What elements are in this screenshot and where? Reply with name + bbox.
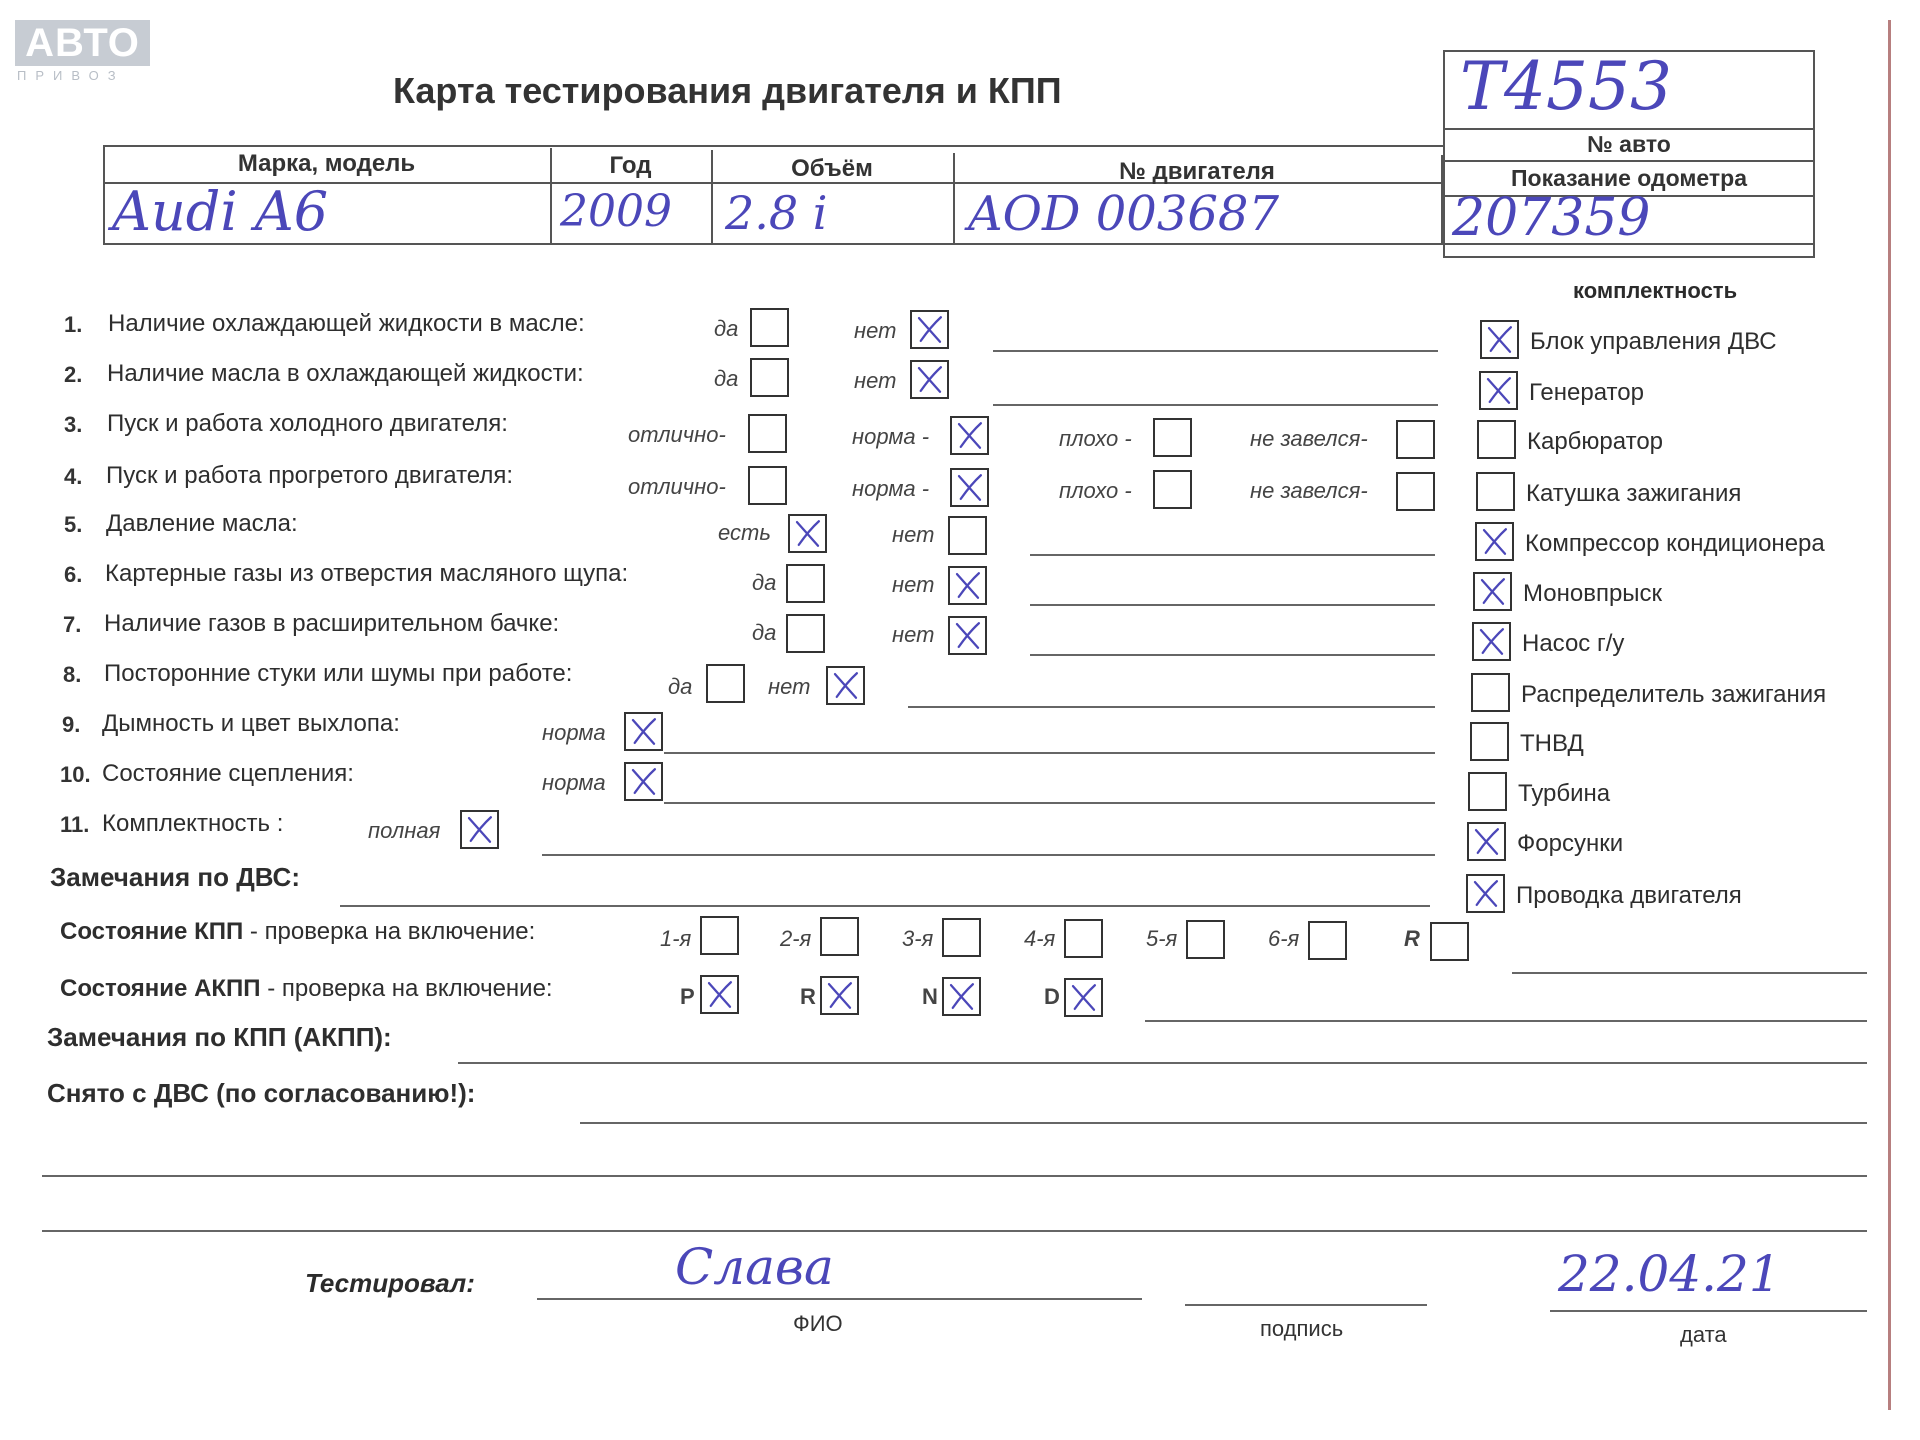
divider — [1443, 128, 1815, 130]
option-2-checkbox[interactable] — [948, 566, 987, 605]
completeness-item-label: Распределитель зажигания — [1521, 681, 1827, 708]
option-no-checkbox[interactable] — [910, 360, 949, 399]
gear-checkbox[interactable] — [1064, 919, 1103, 958]
option-label: нет — [892, 522, 935, 547]
gear-label: 2-я — [780, 926, 812, 951]
option-label: да — [668, 674, 693, 699]
question-text: Картерные газы из отверстия масляного щупа: — [105, 560, 629, 587]
col-header-make: Марка, модель — [237, 150, 416, 177]
question-text: Комплектность : — [102, 810, 284, 837]
question-number: 8. — [63, 662, 82, 687]
blank-line[interactable] — [42, 1230, 1867, 1232]
option-1-checkbox[interactable] — [788, 514, 827, 553]
completeness-item-label: Проводка двигателя — [1516, 882, 1742, 909]
question-number: 2. — [64, 362, 83, 387]
option-excellent-checkbox[interactable] — [748, 466, 787, 505]
note-line[interactable] — [664, 752, 1435, 754]
gear-checkbox[interactable] — [1430, 922, 1469, 961]
option-label: полная — [368, 818, 441, 843]
option-1-checkbox[interactable] — [786, 564, 825, 603]
mode-checkbox[interactable] — [1064, 978, 1103, 1017]
year-value: 2009 — [560, 186, 672, 237]
removed-label: Снято с ДВС (по согласованию!): — [47, 1078, 476, 1108]
option-label: да — [714, 366, 739, 391]
option-label: не завелся- — [1250, 478, 1368, 503]
option-label: не завелся- — [1250, 426, 1368, 451]
option-2-checkbox[interactable] — [948, 616, 987, 655]
option-label: норма - — [852, 476, 930, 501]
completeness-checkbox[interactable] — [1477, 420, 1516, 459]
option-no-checkbox[interactable] — [826, 666, 865, 705]
option-normal-checkbox[interactable] — [624, 712, 663, 751]
option-label: норма — [542, 720, 606, 745]
completeness-item-label: Моновпрыск — [1523, 580, 1663, 607]
question-number: 9. — [62, 712, 81, 737]
completeness-item-label: Турбина — [1518, 780, 1611, 807]
option-no-start-checkbox[interactable] — [1396, 420, 1435, 459]
gear-checkbox[interactable] — [1308, 921, 1347, 960]
remarks-engine-line[interactable] — [340, 905, 1430, 907]
question-number: 3. — [64, 412, 83, 437]
odometer-label: Показание одометра — [1511, 165, 1747, 191]
question-text: Пуск и работа холодного двигателя: — [107, 410, 508, 437]
option-label: да — [752, 570, 777, 595]
car-number-label: № авто — [1587, 131, 1671, 157]
completeness-checkbox[interactable] — [1467, 822, 1506, 861]
question-text: Посторонние стуки или шумы при работе: — [104, 660, 573, 687]
mode-checkbox[interactable] — [942, 977, 981, 1016]
question-number: 4. — [64, 464, 83, 489]
completeness-checkbox[interactable] — [1475, 522, 1514, 561]
option-label: нет — [854, 318, 897, 343]
completeness-item-label: ТНВД — [1520, 730, 1584, 757]
col-header-volume: Объём — [791, 155, 873, 182]
completeness-checkbox[interactable] — [1468, 772, 1507, 811]
date-value: 22.04.21 — [1558, 1245, 1781, 1303]
mode-label: R — [800, 984, 816, 1009]
note-line[interactable] — [1030, 554, 1435, 556]
fio-label: ФИО — [793, 1311, 843, 1336]
car-number-handwritten: Т4553 — [1460, 48, 1672, 125]
akpp-title: Состояние АКПП - проверка на включение: — [60, 975, 553, 1002]
mode-label: N — [922, 984, 938, 1009]
option-yes-checkbox[interactable] — [706, 664, 745, 703]
option-1-checkbox[interactable] — [786, 614, 825, 653]
completeness-item-label: Катушка зажигания — [1526, 480, 1742, 507]
tester-signature-name: Слава — [675, 1238, 834, 1296]
question-text: Наличие масла в охлаждающей жидкости: — [107, 360, 584, 387]
completeness-checkbox[interactable] — [1476, 472, 1515, 511]
col-header-year: Год — [609, 152, 652, 179]
option-label: плохо - — [1059, 426, 1132, 451]
gear-checkbox[interactable] — [942, 918, 981, 957]
remarks-kpp-label: Замечания по КПП (АКПП): — [47, 1022, 392, 1052]
question-number: 11. — [60, 812, 90, 837]
question-number: 1. — [64, 312, 83, 337]
gear-label: 4-я — [1024, 926, 1056, 951]
gear-checkbox[interactable] — [700, 916, 739, 955]
blank-line[interactable] — [42, 1175, 1867, 1177]
gear-label: R — [1404, 926, 1420, 951]
gear-label: 3-я — [902, 926, 934, 951]
completeness-title: комплектность — [1573, 278, 1738, 303]
margin-line — [1888, 20, 1891, 1410]
logo-sub-text: ПРИВОЗ — [17, 68, 125, 83]
option-yes-checkbox[interactable] — [750, 308, 789, 347]
note-line[interactable] — [1030, 654, 1435, 656]
gear-label: 6-я — [1268, 926, 1300, 951]
akpp-line[interactable] — [1145, 1020, 1867, 1022]
table-col-border — [1441, 155, 1443, 245]
option-no-checkbox[interactable] — [910, 310, 949, 349]
odometer-value: 207359 — [1452, 188, 1651, 248]
option-full-checkbox[interactable] — [460, 810, 499, 849]
option-label: норма - — [852, 424, 930, 449]
completeness-checkbox[interactable] — [1473, 572, 1512, 611]
option-bad-checkbox[interactable] — [1153, 470, 1192, 509]
gear-checkbox[interactable] — [820, 917, 859, 956]
option-bad-checkbox[interactable] — [1153, 418, 1192, 457]
signature-line[interactable] — [1185, 1304, 1427, 1306]
option-label: нет — [768, 674, 811, 699]
completeness-checkbox[interactable] — [1479, 371, 1518, 410]
note-line[interactable] — [542, 854, 1435, 856]
note-line[interactable] — [993, 404, 1438, 406]
note-line[interactable] — [993, 350, 1438, 352]
option-label: да — [752, 620, 777, 645]
table-top-border — [103, 145, 1443, 147]
question-number: 7. — [63, 612, 82, 637]
volume-value: 2.8 i — [725, 186, 828, 240]
option-label: есть — [718, 520, 771, 545]
question-number: 6. — [64, 562, 83, 587]
option-normal-checkbox[interactable] — [950, 416, 989, 455]
option-label: нет — [892, 572, 935, 597]
option-label: отлично- — [628, 422, 726, 447]
completeness-checkbox[interactable] — [1466, 874, 1505, 913]
question-number: 5. — [64, 512, 83, 537]
remarks-engine-label: Замечания по ДВС: — [50, 862, 300, 892]
remarks-kpp-line[interactable] — [458, 1062, 1867, 1064]
completeness-item-label: Насос г/у — [1522, 630, 1625, 657]
fio-line[interactable] — [537, 1298, 1142, 1300]
gear-label: 5-я — [1146, 926, 1178, 951]
question-text: Наличие охлаждающей жидкости в масле: — [108, 310, 585, 337]
completeness-item-label: Форсунки — [1517, 830, 1624, 857]
option-normal-checkbox[interactable] — [624, 762, 663, 801]
col-header-engine-no: № двигателя — [1119, 158, 1275, 185]
mode-label: D — [1044, 984, 1060, 1009]
completeness-checkbox[interactable] — [1471, 673, 1510, 712]
date-label: дата — [1680, 1322, 1727, 1347]
engine-number-value: AOD 003687 — [968, 186, 1279, 242]
option-excellent-checkbox[interactable] — [748, 414, 787, 453]
completeness-checkbox[interactable] — [1470, 722, 1509, 761]
option-no-start-checkbox[interactable] — [1396, 472, 1435, 511]
question-number: 10. — [60, 762, 91, 787]
option-label: норма — [542, 770, 606, 795]
gear-checkbox[interactable] — [1186, 920, 1225, 959]
option-label: да — [714, 316, 739, 341]
mode-checkbox[interactable] — [820, 976, 859, 1015]
completeness-item-label: Блок управления ДВС — [1530, 328, 1777, 355]
completeness-item-label: Генератор — [1529, 379, 1644, 406]
completeness-item-label: Компрессор кондиционера — [1525, 530, 1825, 557]
option-normal-checkbox[interactable] — [950, 468, 989, 507]
tested-by-label: Тестировал: — [305, 1268, 475, 1298]
option-label: нет — [854, 368, 897, 393]
kpp-line[interactable] — [1512, 972, 1867, 974]
kpp-title: Состояние КПП - проверка на включение: — [60, 918, 536, 945]
question-text: Пуск и работа прогретого двигателя: — [106, 462, 514, 489]
avto-privoz-logo — [15, 20, 150, 83]
question-text: Наличие газов в расширительном бачке: — [104, 610, 560, 637]
option-label: отлично- — [628, 474, 726, 499]
date-line[interactable] — [1550, 1310, 1867, 1312]
signature-label: подпись — [1260, 1316, 1344, 1341]
mode-label: P — [680, 984, 695, 1009]
completeness-checkbox[interactable] — [1472, 622, 1511, 661]
note-line[interactable] — [664, 802, 1435, 804]
option-2-checkbox[interactable] — [948, 516, 987, 555]
completeness-item-label: Карбюратор — [1527, 428, 1664, 455]
question-text: Состояние сцепления: — [102, 760, 354, 787]
question-text: Дымность и цвет выхлопа: — [102, 710, 400, 737]
divider — [1443, 160, 1815, 162]
removed-line[interactable] — [580, 1122, 1867, 1124]
completeness-checkbox[interactable] — [1480, 320, 1519, 359]
gear-label: 1-я — [660, 926, 692, 951]
option-label: плохо - — [1059, 478, 1132, 503]
question-text: Давление масла: — [106, 510, 298, 537]
make-model-value: Audi A6 — [112, 180, 329, 243]
note-line[interactable] — [908, 706, 1435, 708]
page-title: Карта тестирования двигателя и КПП — [393, 70, 1062, 111]
option-yes-checkbox[interactable] — [750, 358, 789, 397]
mode-checkbox[interactable] — [700, 975, 739, 1014]
logo-main-text: АВТО — [15, 20, 150, 66]
option-label: нет — [892, 622, 935, 647]
note-line[interactable] — [1030, 604, 1435, 606]
